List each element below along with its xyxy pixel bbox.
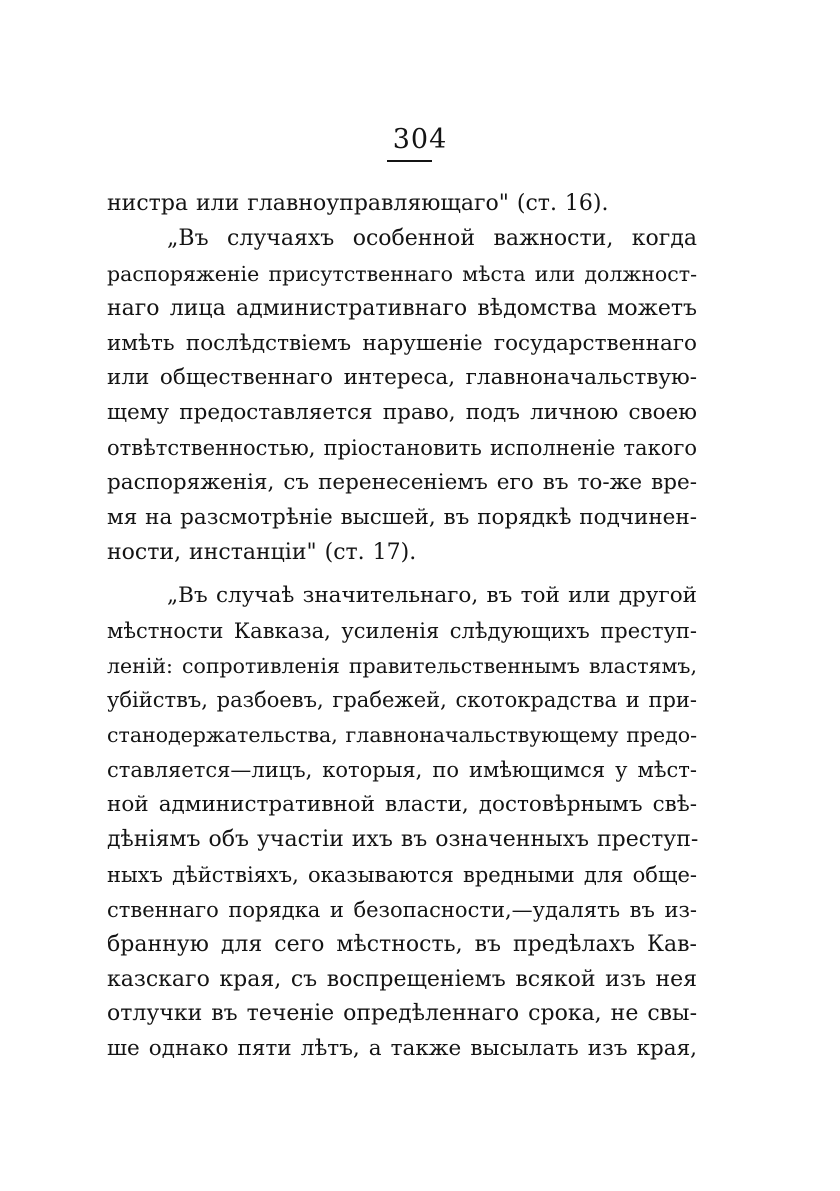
text-line: мя на разсмотрѣніе высшей, въ порядкѣ подчинен- [107, 505, 697, 531]
text-line: казскаго края, съ воспрещеніемъ всякой изъ нея [107, 966, 697, 992]
paragraph [107, 222, 697, 571]
text-line: бранную для сего мѣстность, въ предѣлахъ Кав- [107, 931, 697, 957]
body-text [107, 187, 697, 1067]
text-line: дѣніямъ объ участіи ихъ въ означенныхъ преступ- [107, 827, 699, 853]
text-line: „Въ случаѣ значительнаго, въ той или другой [167, 582, 697, 608]
text-line: мѣстности Кавказа, усиленія слѣдующихъ преступ- [107, 618, 697, 643]
text-line: наго лица административнаго вѣдомства можетъ [107, 295, 697, 321]
text-line: ставляется—лицъ, которыя, по имѣющимся у мѣст- [107, 758, 697, 783]
text-line: ственнаго порядка и безопасности,—удалять въ из- [107, 897, 697, 922]
text-line: отвѣтственностью, пріостановить исполненіе такого [107, 436, 697, 461]
page-number-rule [387, 160, 432, 162]
page-number: 304 [392, 124, 448, 155]
text-line: ной административной власти, достовѣрнымъ свѣ- [107, 792, 697, 818]
text-line: убійствъ, разбоевъ, грабежей, скотокрадства и при- [107, 688, 697, 713]
text-line: распоряженія, съ перенесеніемъ его въ то-же вре- [107, 470, 697, 496]
text-line: ности, инстанціи" (ст. 17). [107, 539, 417, 565]
text-line: распоряженіе присутственнаго мѣста или должност- [107, 261, 697, 286]
text-line: щему предоставляется право, подъ личною своею [107, 400, 697, 426]
text-line: ныхъ дѣйствіяхъ, оказываются вредными для обще- [107, 862, 697, 887]
paragraph [107, 187, 697, 222]
text-line: леній: сопротивленія правительственнымъ властямъ, [107, 653, 697, 678]
text-line: „Въ случаяхъ особенной важности, когда [167, 225, 697, 251]
text-line: имѣть послѣдствіемъ нарушеніе государственнаго [107, 330, 697, 356]
text-line: станодержательства, главноначальствующему предо- [107, 723, 697, 748]
paragraph [107, 579, 697, 1067]
paragraph-gap [107, 571, 697, 579]
text-line: нистра или главноуправляющаго" (ст. 16). [107, 191, 609, 216]
text-line: ше однако пяти лѣтъ, а также высылать изъ края, [107, 1036, 697, 1062]
text-line: отлучки въ теченіе опредѣленнаго срока, не свы- [107, 1001, 697, 1027]
text-line: или общественнаго интереса, главноначальствую- [107, 365, 697, 391]
